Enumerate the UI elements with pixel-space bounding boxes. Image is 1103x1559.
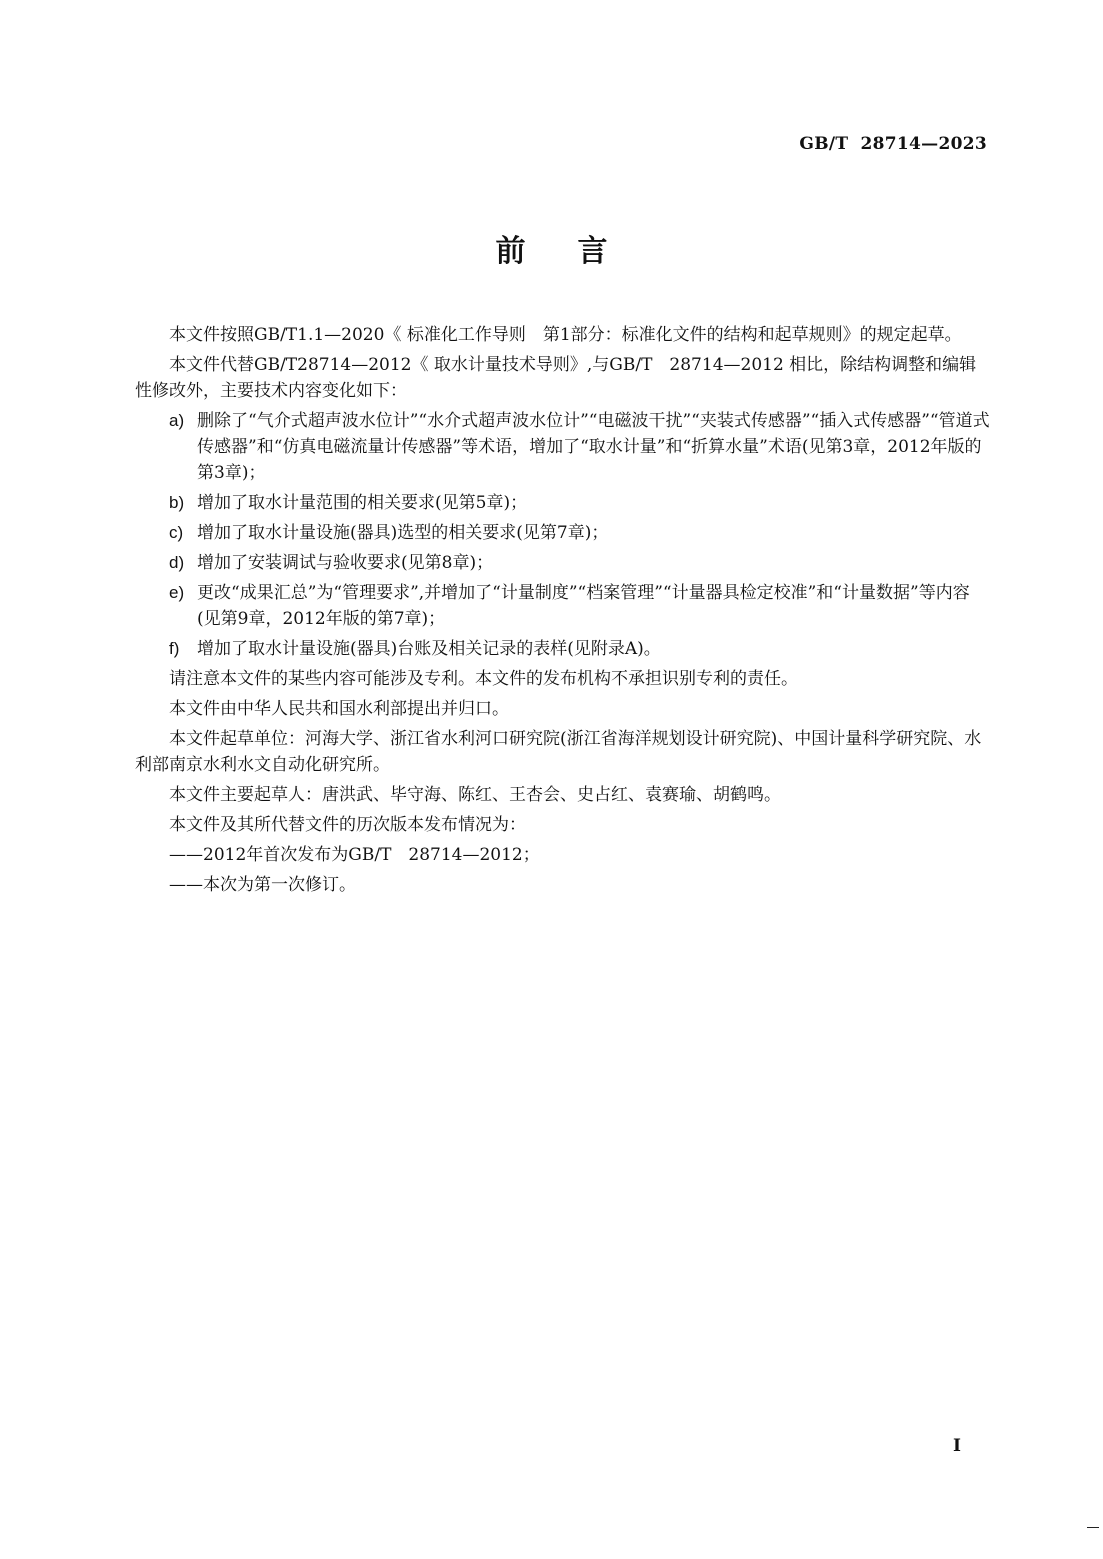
list-item xyxy=(135,580,991,632)
list-item-text: 增加了取水计量范围的相关要求(见第5章)； xyxy=(197,493,528,513)
page-title: 前言 xyxy=(495,234,660,269)
list-marker: c) xyxy=(169,523,184,542)
list-marker: d) xyxy=(169,553,185,572)
list-marker: a) xyxy=(169,411,185,430)
intro-paragraph: 本文件按照GB/T1.1—2020《 标准化工作导则 第1部分：标准化文件的结构和起草规则》的规定起草。 xyxy=(169,325,962,345)
list-item-text: 删除了“气介式超声波水位计”“水介式超声波水位计”“电磁波干扰”“夹装式传感器”“插入式传感器”“管道式传感器”和“仿真电磁流量计传感器”等术语，增加了“取水计量”和“折算水量”术语(见第3章，2012年版的第3章)； xyxy=(197,411,990,483)
drafting-units: 本文件起草单位：河海大学、浙江省水利河口研究院(浙江省海洋规划设计研究院)、中国计量科学研究院、水利部南京水利水文自动化研究所。 xyxy=(135,729,982,775)
list-marker: f) xyxy=(169,639,180,658)
version-history xyxy=(135,842,991,898)
history-entry: ——本次为第一次修订。 xyxy=(169,875,356,895)
patent-notice: 请注意本文件的某些内容可能涉及专利。本文件的发布机构不承担识别专利的责任。 xyxy=(169,669,798,689)
list-item xyxy=(135,550,991,576)
foreword-body xyxy=(135,322,991,902)
replacement-paragraph: 本文件代替GB/T28714—2012《 取水计量技术导则》,与GB/T 28714—2012 相比，除结构调整和编辑性修改外，主要技术内容变化如下： xyxy=(135,355,977,401)
list-item-text: 增加了安装调试与验收要求(见第8章)； xyxy=(197,553,494,573)
page-number: I xyxy=(953,1436,961,1456)
standard-code: GB/T 28714—2023 xyxy=(799,134,987,154)
list-item-text: 更改“成果汇总”为“管理要求”,并增加了“计量制度”“档案管理”“计量器具检定校准”和“计量数据”等内容(见第9章，2012年版的第7章)； xyxy=(197,583,970,629)
history-intro: 本文件及其所代替文件的历次版本发布情况为： xyxy=(169,815,526,835)
history-entry: ——2012年首次发布为GB/T 28714—2012； xyxy=(169,845,540,865)
list-item xyxy=(135,636,991,662)
list-marker: e) xyxy=(169,583,185,602)
list-item-text: 增加了取水计量设施(器具)台账及相关记录的表样(见附录A)。 xyxy=(197,639,661,659)
list-marker: b) xyxy=(169,493,185,512)
list-item xyxy=(135,490,991,516)
drafters: 本文件主要起草人：唐洪武、毕守海、陈红、王杏会、史占红、袁赛瑜、胡鹤鸣。 xyxy=(169,785,781,805)
list-item xyxy=(135,520,991,546)
list-item-text: 增加了取水计量设施(器具)选型的相关要求(见第7章)； xyxy=(197,523,609,543)
proposer-statement: 本文件由中华人民共和国水利部提出并归口。 xyxy=(169,699,509,719)
list-item xyxy=(135,408,991,486)
page-edge-mark xyxy=(1087,1527,1099,1528)
